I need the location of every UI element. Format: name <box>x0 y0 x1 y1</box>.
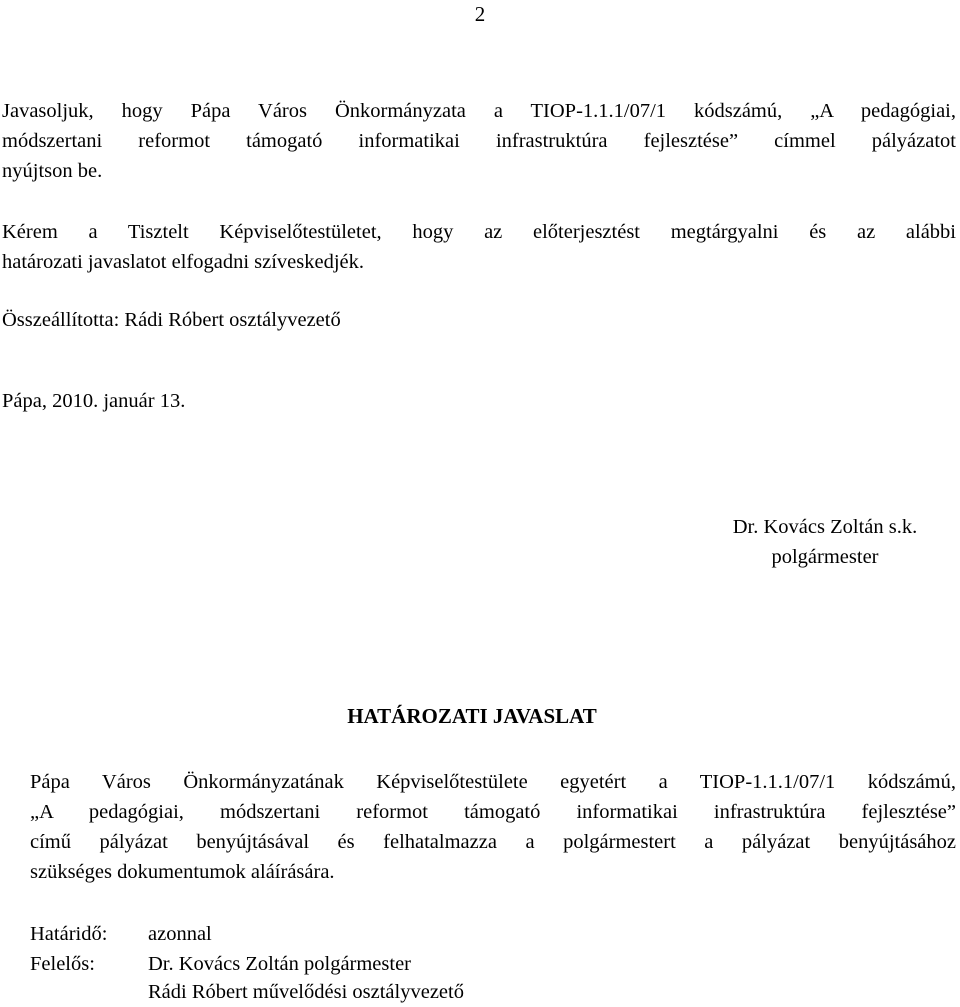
proposal-line: nyújtson be. <box>2 160 103 182</box>
responsible-row-2 <box>30 977 464 1007</box>
responsible-row <box>30 949 411 979</box>
proposal-line: módszertani reformot támogató informatikai infrastruktúra fejlesztése” címmel pályázatot <box>2 130 956 152</box>
request-line: határozati javaslatot elfogadni szíveskedjék. <box>2 251 365 273</box>
resolution-heading: HATÁROZATI JAVASLAT <box>347 704 597 728</box>
page-number: 2 <box>474 2 486 26</box>
deadline-value: azonnal <box>148 923 212 945</box>
signature-title: polgármester <box>771 546 879 568</box>
resolution-line: szükséges dokumentumok aláírására. <box>30 861 335 883</box>
responsible-value: Rádi Róbert művelődési osztályvezető <box>148 981 464 1003</box>
deadline-label: Határidő: <box>30 923 108 945</box>
responsible-label: Felelős: <box>30 953 95 975</box>
resolution-body <box>30 767 956 887</box>
responsible-value: Dr. Kovács Zoltán polgármester <box>148 953 412 975</box>
proposal-line: Javasoljuk, hogy Pápa Város Önkormányzata a TIOP-1.1.1/07/1 kódszámú, „A pedagógiai, <box>2 100 956 122</box>
resolution-line: Pápa Város Önkormányzatának Képviselőtestülete egyetért a TIOP-1.1.1/07/1 kódszámú, <box>30 771 956 793</box>
compiled-by: Összeállította: Rádi Róbert osztályvezető <box>2 309 341 331</box>
deadline-row <box>30 919 212 949</box>
signature-name: Dr. Kovács Zoltán s.k. <box>732 516 918 538</box>
proposal-paragraph <box>2 96 956 186</box>
request-line: Kérem a Tisztelt Képviselőtestületet, hogy az előterjesztést megtárgyalni és az alábbi <box>2 221 956 243</box>
resolution-line: „A pedagógiai, módszertani reformot támogató informatikai infrastruktúra fejlesztése” <box>30 801 956 823</box>
resolution-line: című pályázat benyújtásával és felhatalmazza a polgármestert a pályázat benyújtásához <box>30 831 956 853</box>
request-paragraph <box>2 217 956 277</box>
place-date: Pápa, 2010. január 13. <box>2 390 186 412</box>
